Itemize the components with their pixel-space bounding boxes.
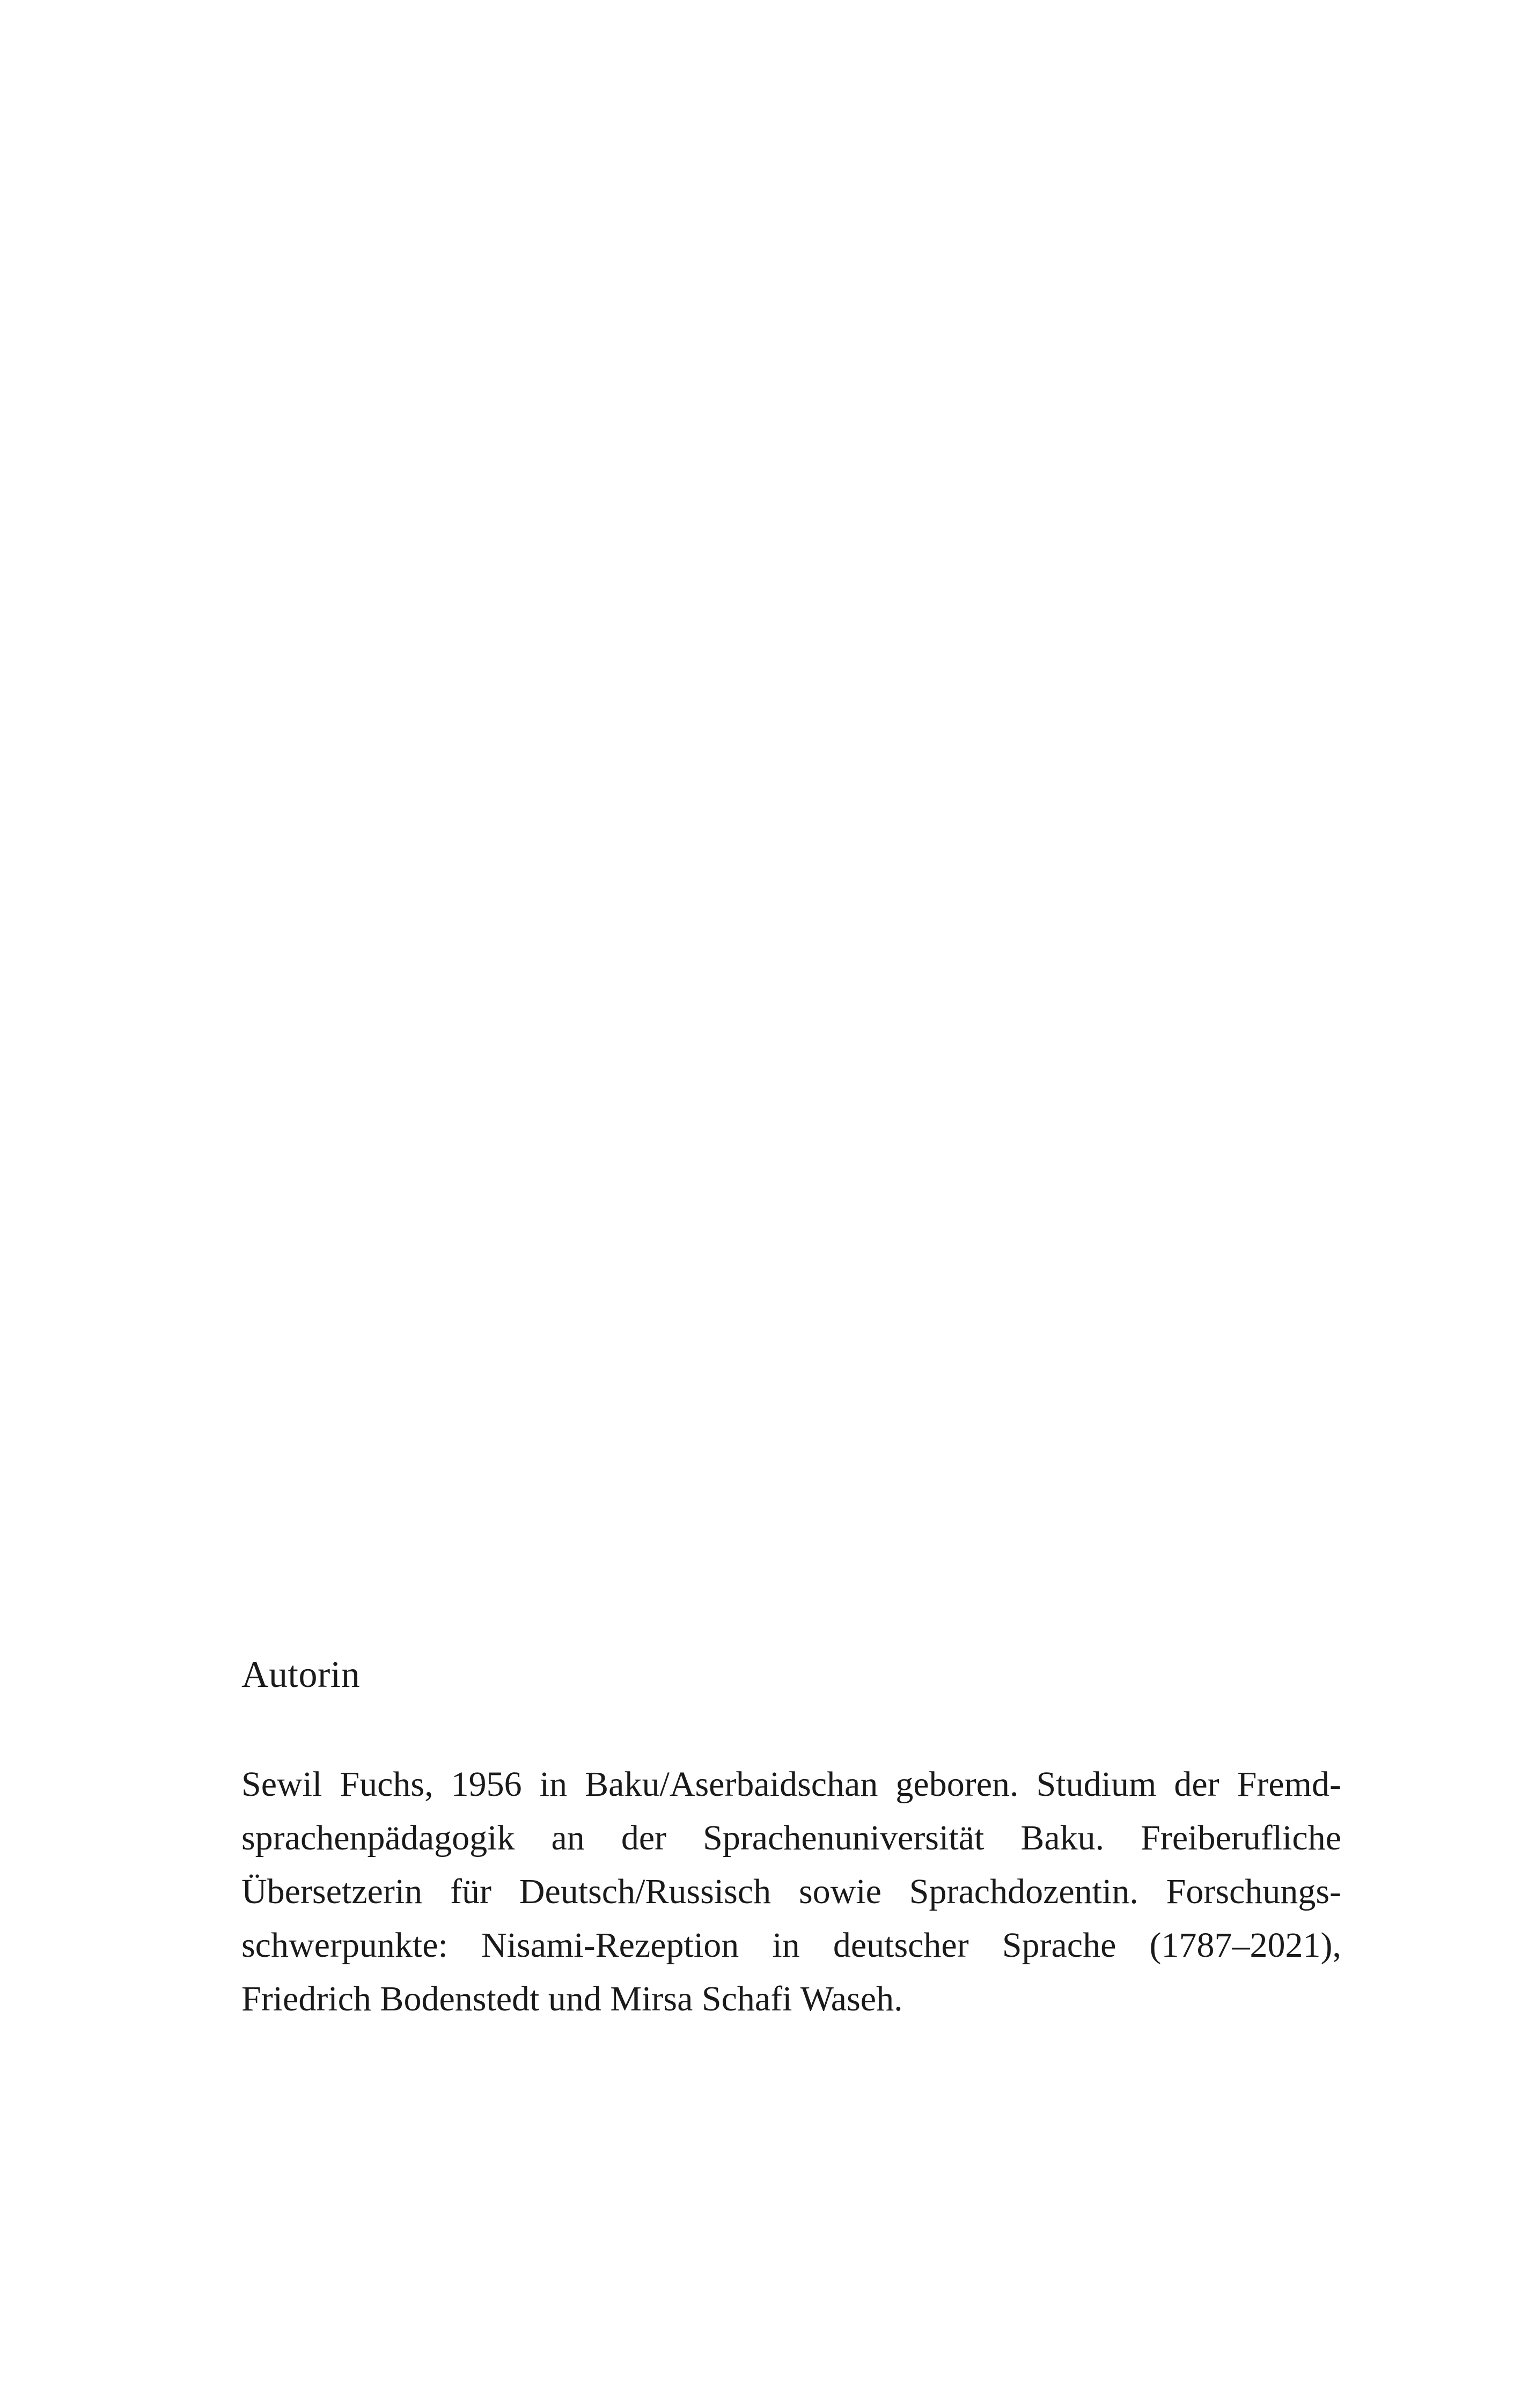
author-bio [241,1758,1341,2026]
bio-line: Übersetzerin für Deutsch/Russisch sowie Sprachdozentin. Forschungs- [241,1872,1341,1911]
bio-line: sprachenpädagogik an der Sprachenuniversität Baku. Freiberufliche [241,1818,1341,1858]
section-heading: Autorin [241,1654,361,1695]
bio-line: Friedrich Bodenstedt und Mirsa Schafi Waseh. [241,1979,903,2018]
author-section [241,1653,1341,2026]
bio-line: schwerpunkte: Nisami-Rezeption in deutscher Sprache (1787–2021), [241,1926,1341,1965]
bio-line: Sewil Fuchs, 1956 in Baku/Aserbaidschan geboren. Studium der Fremd- [241,1765,1341,1804]
